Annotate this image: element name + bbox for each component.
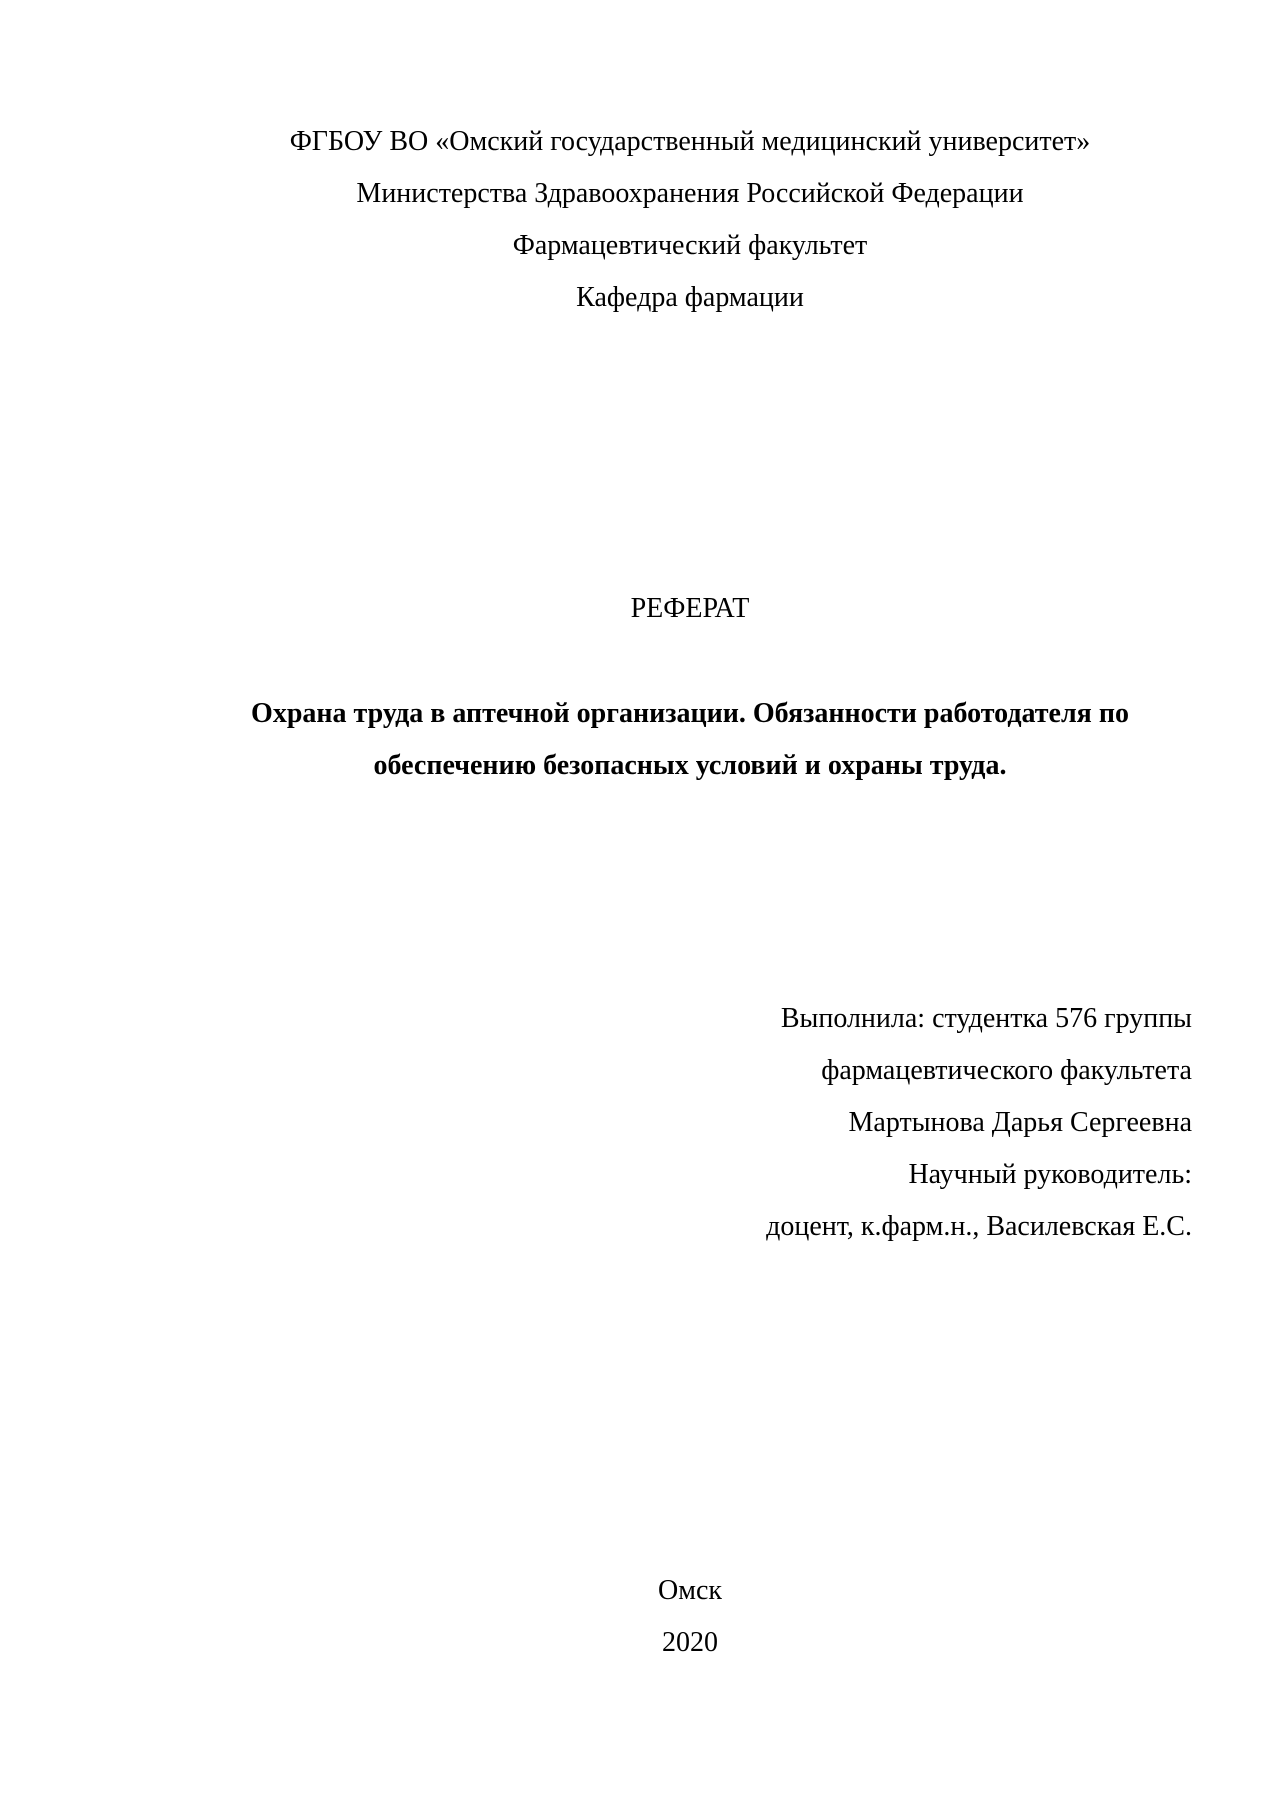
author-name: Мартынова Дарья Сергеевна <box>848 1107 1192 1138</box>
title-line-2: обеспечению безопасных условий и охраны труда. <box>373 750 1007 781</box>
supervisor-name: доцент, к.фарм.н., Василевская Е.С. <box>766 1211 1192 1242</box>
ministry-name: Министерства Здравоохранения Российской Федерации <box>356 178 1024 209</box>
year: 2020 <box>662 1627 718 1658</box>
faculty-name: Фармацевтический факультет <box>512 230 868 261</box>
author-line-2: фармацевтического факультета <box>821 1055 1192 1086</box>
author-line-1: Выполнила: студентка 576 группы <box>780 1003 1192 1034</box>
university-name: ФГБОУ ВО «Омский государственный медицинский университет» <box>289 126 1091 157</box>
title-line-1: Охрана труда в аптечной организации. Обязанности работодателя по <box>251 698 1129 729</box>
city: Омск <box>658 1575 722 1606</box>
document-type: РЕФЕРАТ <box>630 593 750 624</box>
department-name: Кафедра фармации <box>576 282 804 313</box>
supervisor-label: Научный руководитель: <box>908 1159 1192 1190</box>
